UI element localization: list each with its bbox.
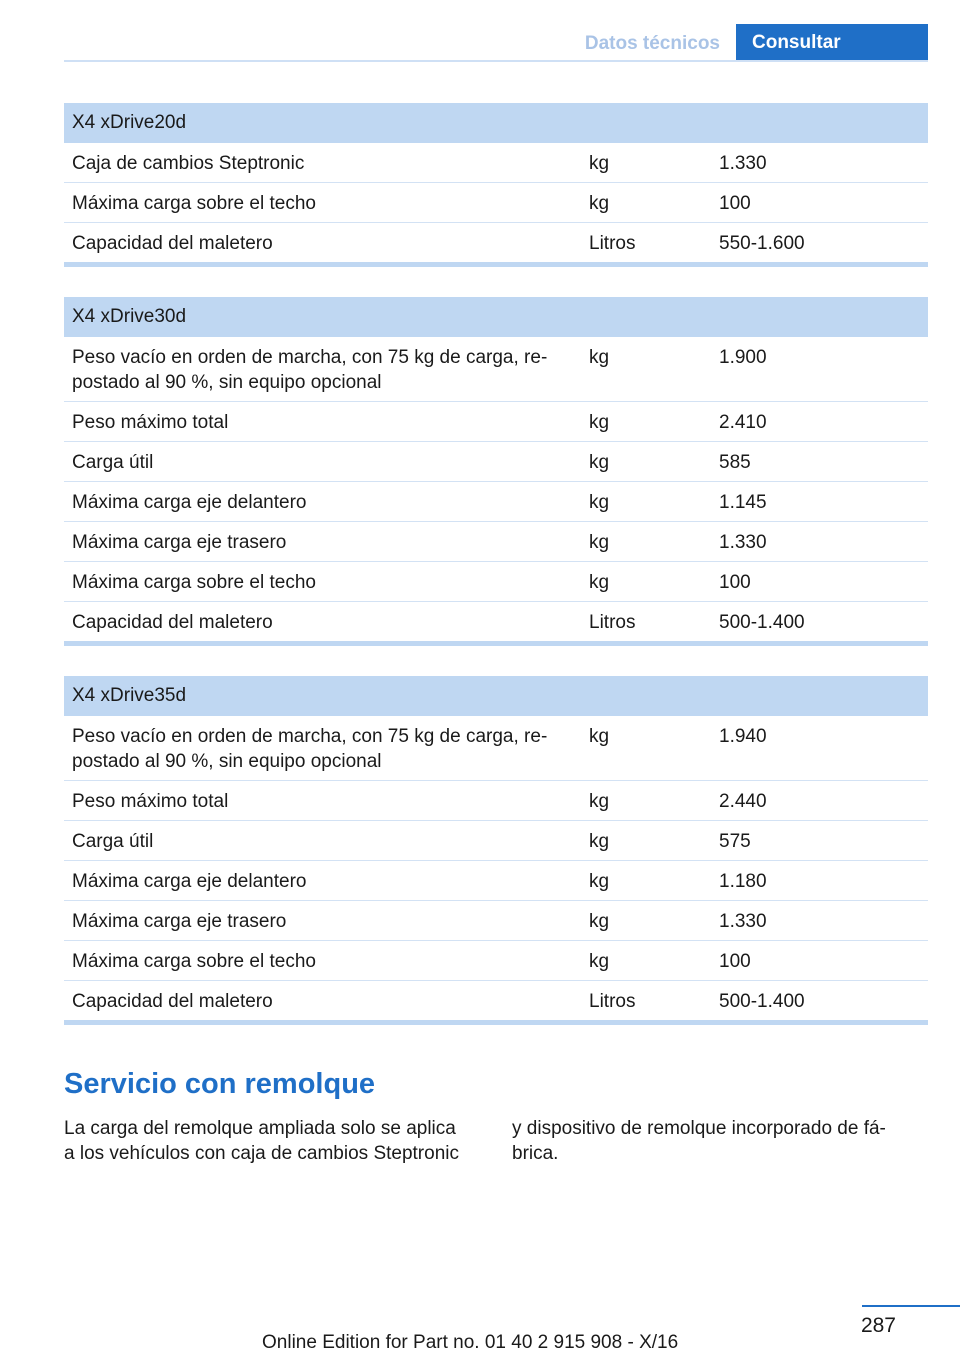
table-row: [64, 482, 928, 522]
table-row: [64, 442, 928, 482]
table-row: [64, 337, 928, 402]
row-label: Máxima carga sobre el techo: [72, 951, 316, 972]
section-paragraph-left: La carga del remolque ampliada solo se aplica a los vehículos con caja de cambios Steptronic: [64, 1118, 459, 1164]
table-row: [64, 901, 928, 941]
table-row: [64, 716, 928, 781]
row-label: Peso vacío en orden de marcha, con 75 kg de carga, re‐ postado al 90 %, sin equipo opcional: [72, 726, 548, 772]
spec-table-title: X4 xDrive30d: [64, 297, 928, 337]
row-value: 550-1.600: [719, 233, 805, 254]
row-unit: kg: [589, 572, 610, 593]
row-label: Capacidad del maletero: [72, 612, 273, 633]
table-row: [64, 861, 928, 901]
table-end-bar: [64, 1020, 928, 1025]
row-value: 1.330: [719, 911, 767, 932]
row-label: Máxima carga sobre el techo: [72, 572, 316, 593]
header-divider: [64, 60, 928, 62]
table-row: [64, 223, 928, 262]
spec-table-title: X4 xDrive20d: [64, 103, 928, 143]
row-value: 500-1.400: [719, 612, 805, 633]
table-row: [64, 981, 928, 1020]
row-label: Peso máximo total: [72, 791, 229, 812]
row-value: 1.145: [719, 492, 767, 513]
row-unit: kg: [589, 492, 610, 513]
row-value: 100: [719, 572, 751, 593]
footer-edition-text: Online Edition for Part no. 01 40 2 915 908 - X/16: [262, 1332, 679, 1353]
row-unit: kg: [589, 347, 610, 368]
row-unit: kg: [589, 532, 610, 553]
row-value: 575: [719, 831, 751, 852]
row-unit: Litros: [589, 233, 636, 254]
table-end-bar: [64, 262, 928, 267]
table-row: [64, 821, 928, 861]
spec-table-x4-xdrive30d: [64, 297, 928, 646]
row-label: Capacidad del maletero: [72, 991, 273, 1012]
spec-table-x4-xdrive20d: [64, 103, 928, 267]
row-unit: Litros: [589, 612, 636, 633]
row-unit: kg: [589, 871, 610, 892]
row-value: 1.900: [719, 347, 767, 368]
row-value: 1.940: [719, 726, 767, 747]
row-label: Máxima carga eje trasero: [72, 911, 287, 932]
row-value: 2.410: [719, 412, 767, 433]
row-unit: kg: [589, 911, 610, 932]
section-title: Servicio con remolque: [64, 1068, 376, 1100]
row-value: 1.330: [719, 532, 767, 553]
spec-table-x4-xdrive35d: [64, 676, 928, 1025]
row-value: 1.330: [719, 153, 767, 174]
table-row: [64, 402, 928, 442]
section-paragraph-right: y dispositivo de remolque incorporado de fá‐ brica.: [512, 1118, 886, 1164]
row-unit: kg: [589, 412, 610, 433]
row-label: Caja de cambios Steptronic: [72, 153, 305, 174]
row-unit: kg: [589, 726, 610, 747]
row-label: Máxima carga eje delantero: [72, 871, 307, 892]
row-unit: Litros: [589, 991, 636, 1012]
table-row: [64, 562, 928, 602]
row-label: Peso vacío en orden de marcha, con 75 kg de carga, re‐ postado al 90 %, sin equipo opcional: [72, 347, 548, 393]
footer-divider: [862, 1305, 960, 1307]
row-unit: kg: [589, 791, 610, 812]
spec-table-title: X4 xDrive35d: [64, 676, 928, 716]
table-row: [64, 183, 928, 223]
row-value: 2.440: [719, 791, 767, 812]
row-unit: kg: [589, 153, 610, 174]
row-value: 100: [719, 193, 751, 214]
row-label: Peso máximo total: [72, 412, 229, 433]
table-end-bar: [64, 641, 928, 646]
table-row: [64, 522, 928, 562]
row-value: 585: [719, 452, 751, 473]
row-value: 100: [719, 951, 751, 972]
row-label: Carga útil: [72, 831, 154, 852]
row-unit: kg: [589, 831, 610, 852]
row-label: Carga útil: [72, 452, 154, 473]
row-unit: kg: [589, 193, 610, 214]
table-row: [64, 602, 928, 641]
row-label: Capacidad del maletero: [72, 233, 273, 254]
row-value: 500-1.400: [719, 991, 805, 1012]
row-label: Máxima carga eje delantero: [72, 492, 307, 513]
row-label: Máxima carga eje trasero: [72, 532, 287, 553]
header-section-label: Datos técnicos: [584, 33, 720, 54]
table-row: [64, 781, 928, 821]
row-label: Máxima carga sobre el techo: [72, 193, 316, 214]
page-number: 287: [860, 1314, 896, 1337]
header-tab-consultar[interactable]: Consultar: [736, 24, 928, 62]
row-unit: kg: [589, 452, 610, 473]
row-value: 1.180: [719, 871, 767, 892]
table-row: [64, 143, 928, 183]
row-unit: kg: [589, 951, 610, 972]
table-row: [64, 941, 928, 981]
